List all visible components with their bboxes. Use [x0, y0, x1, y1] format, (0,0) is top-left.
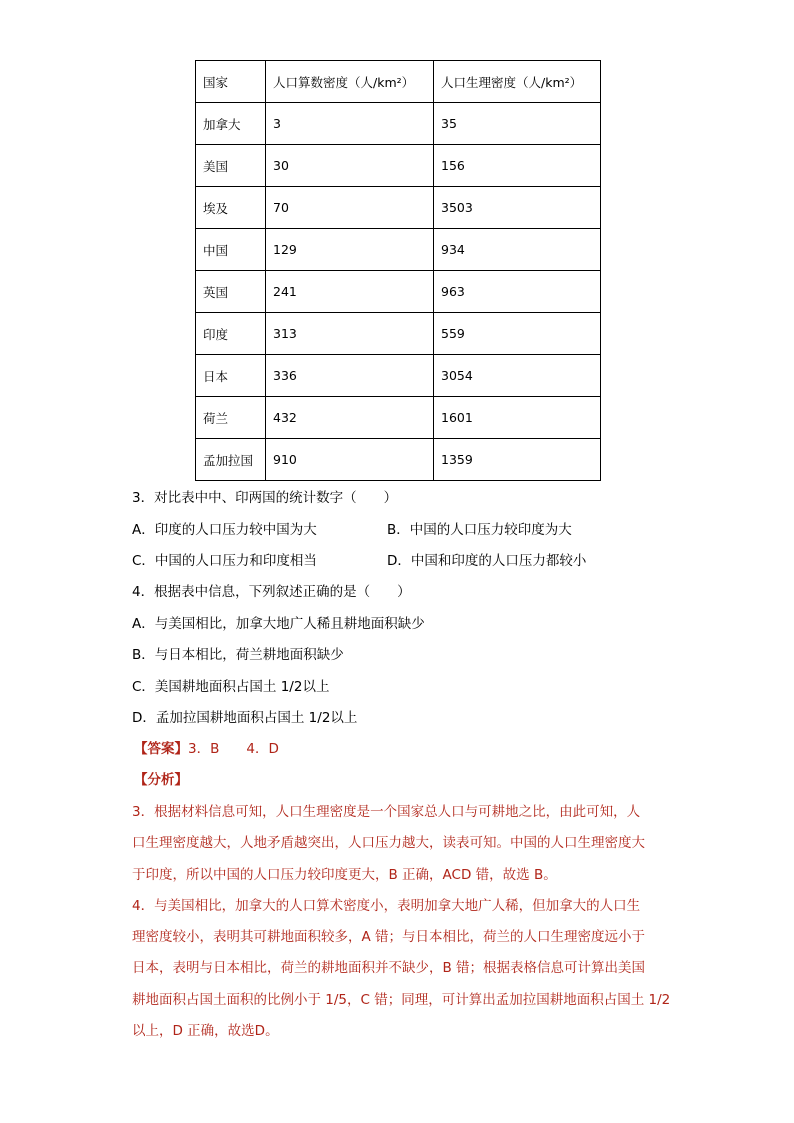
cell-country: 孟加拉国	[196, 439, 266, 481]
analysis-line: 于印度，所以中国的人口压力较印度更大，B 正确，ACD 错，故选 B。	[132, 867, 557, 883]
header-physiological-density: 人口生理密度（人/km²）	[434, 61, 601, 103]
cell-physiological: 1601	[434, 397, 601, 439]
cell-country: 埃及	[196, 187, 266, 229]
question-4-option-c: C．美国耕地面积占国土 1/2以上	[132, 679, 330, 695]
table-row	[196, 187, 601, 229]
table-row	[196, 397, 601, 439]
header-country: 国家	[196, 61, 266, 103]
question-4-option-b: B．与日本相比，荷兰耕地面积缺少	[132, 647, 344, 663]
answer-text: 3．B 4．D	[188, 741, 279, 757]
cell-physiological: 934	[434, 229, 601, 271]
question-3-option-a: A．印度的人口压力较中国为大	[132, 522, 317, 538]
cell-physiological: 156	[434, 145, 601, 187]
cell-arithmetic: 70	[266, 187, 434, 229]
table-row	[196, 355, 601, 397]
analysis-line: 耕地面积占国土面积的比例小于 1/5，C 错；同理，可计算出孟加拉国耕地面积占国土 1/2	[132, 992, 671, 1008]
table-header-row	[196, 61, 601, 103]
answer-line	[134, 739, 279, 759]
analysis-line: 3．根据材料信息可知，人口生理密度是一个国家总人口与可耕地之比，由此可知，人	[132, 804, 641, 820]
cell-arithmetic: 3	[266, 103, 434, 145]
table-row	[196, 145, 601, 187]
question-3-option-d: D．中国和印度的人口压力都较小	[387, 553, 587, 569]
cell-physiological: 1359	[434, 439, 601, 481]
cell-arithmetic: 313	[266, 313, 434, 355]
cell-arithmetic: 910	[266, 439, 434, 481]
question-4-option-d: D．孟加拉国耕地面积占国土 1/2以上	[132, 710, 358, 726]
cell-country: 印度	[196, 313, 266, 355]
table-row	[196, 271, 601, 313]
cell-country: 美国	[196, 145, 266, 187]
question-3-option-b: B．中国的人口压力较印度为大	[387, 522, 572, 538]
question-3-stem: 3．对比表中中、印两国的统计数字（ ）	[132, 490, 398, 506]
cell-physiological: 3503	[434, 187, 601, 229]
question-3-option-c: C．中国的人口压力和印度相当	[132, 553, 317, 569]
cell-country: 荷兰	[196, 397, 266, 439]
cell-country: 中国	[196, 229, 266, 271]
cell-arithmetic: 30	[266, 145, 434, 187]
table-row	[196, 229, 601, 271]
header-arithmetic-density: 人口算数密度（人/km²）	[266, 61, 434, 103]
analysis-line: 日本，表明与日本相比，荷兰的耕地面积并不缺少，B 错；根据表格信息可计算出美国	[132, 960, 646, 976]
question-4-option-a: A．与美国相比，加拿大地广人稀且耕地面积缺少	[132, 616, 425, 632]
cell-physiological: 3054	[434, 355, 601, 397]
analysis-line: 口生理密度越大，人地矛盾越突出，人口压力越大，读表可知。中国的人口生理密度大	[132, 835, 645, 851]
cell-country: 日本	[196, 355, 266, 397]
cell-physiological: 963	[434, 271, 601, 313]
question-4-stem: 4．根据表中信息，下列叙述正确的是（ ）	[132, 584, 411, 600]
cell-country: 英国	[196, 271, 266, 313]
population-density-table	[195, 60, 601, 481]
table-row	[196, 439, 601, 481]
cell-arithmetic: 336	[266, 355, 434, 397]
table-row	[196, 313, 601, 355]
answer-label: 【答案】	[134, 741, 188, 757]
analysis-label: 【分析】	[134, 772, 188, 788]
analysis-line: 理密度较小，表明其可耕地面积较多，A 错；与日本相比，荷兰的人口生理密度远小于	[132, 929, 646, 945]
cell-arithmetic: 241	[266, 271, 434, 313]
table-row	[196, 103, 601, 145]
analysis-line: 以上，D 正确，故选D。	[132, 1023, 279, 1039]
cell-arithmetic: 129	[266, 229, 434, 271]
cell-physiological: 559	[434, 313, 601, 355]
cell-physiological: 35	[434, 103, 601, 145]
analysis-line: 4．与美国相比，加拿大的人口算术密度小，表明加拿大地广人稀，但加拿大的人口生	[132, 898, 641, 914]
cell-country: 加拿大	[196, 103, 266, 145]
cell-arithmetic: 432	[266, 397, 434, 439]
